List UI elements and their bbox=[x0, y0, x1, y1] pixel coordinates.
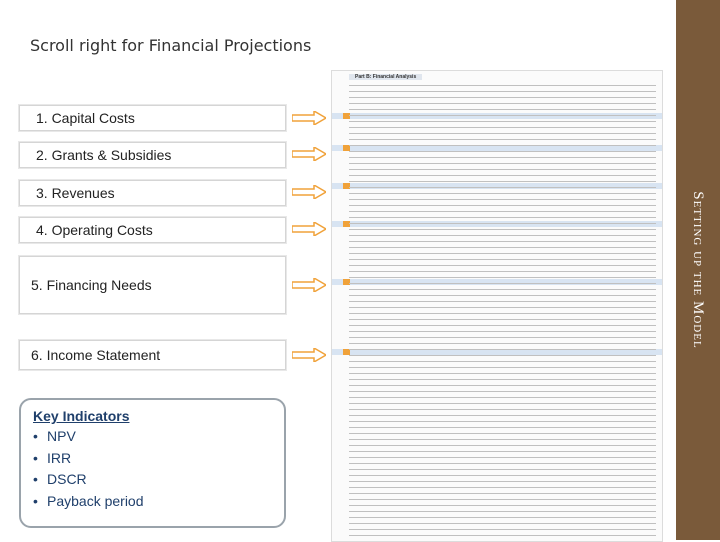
spreadsheet-row-line bbox=[349, 283, 656, 284]
spreadsheet-section-band bbox=[332, 183, 662, 189]
spreadsheet-row-line bbox=[349, 139, 656, 140]
list-item bbox=[33, 491, 272, 513]
spreadsheet-row-line bbox=[349, 277, 656, 278]
spreadsheet-row-line bbox=[349, 385, 656, 386]
spreadsheet-row-line bbox=[349, 469, 656, 470]
spreadsheet-row-line bbox=[349, 229, 656, 230]
category-label: 3. Revenues bbox=[36, 185, 115, 201]
key-indicator-payback: Payback period bbox=[47, 492, 144, 509]
spreadsheet-row-line bbox=[349, 295, 656, 296]
key-indicators-title: Key Indicators bbox=[33, 408, 130, 424]
category-label: 5. Financing Needs bbox=[31, 277, 152, 293]
spreadsheet-row-line bbox=[349, 181, 656, 182]
spreadsheet-row-line bbox=[349, 409, 656, 410]
bullet-icon: • bbox=[33, 471, 38, 487]
spreadsheet-row-line bbox=[349, 505, 656, 506]
spreadsheet-row-line bbox=[349, 97, 656, 98]
spreadsheet-row-line bbox=[349, 241, 656, 242]
spreadsheet-row-line bbox=[349, 247, 656, 248]
spreadsheet-row-line bbox=[349, 235, 656, 236]
category-revenues[interactable] bbox=[19, 180, 286, 206]
key-indicator-npv: NPV bbox=[47, 428, 76, 444]
spreadsheet-row-line bbox=[349, 301, 656, 302]
spreadsheet-section-band bbox=[332, 221, 662, 227]
section-marker-icon bbox=[343, 221, 350, 227]
section-marker-icon bbox=[343, 183, 350, 189]
category-grants-subsidies[interactable] bbox=[19, 142, 286, 168]
arrow-right-icon bbox=[292, 147, 326, 161]
spreadsheet-row-line bbox=[349, 109, 656, 110]
arrow-right-icon bbox=[292, 222, 326, 236]
category-label: 2. Grants & Subsidies bbox=[36, 147, 172, 163]
spreadsheet-row-line bbox=[349, 289, 656, 290]
list-item bbox=[33, 426, 272, 448]
spreadsheet-row-line bbox=[349, 499, 656, 500]
spreadsheet-row-line bbox=[349, 529, 656, 530]
spreadsheet-row-line bbox=[349, 331, 656, 332]
spreadsheet-row-line bbox=[349, 367, 656, 368]
spreadsheet-row-line bbox=[349, 223, 656, 224]
bullet-icon: • bbox=[33, 428, 38, 444]
spreadsheet-row-line bbox=[349, 253, 656, 254]
spreadsheet-row-line bbox=[349, 157, 656, 158]
spreadsheet-row-line bbox=[349, 361, 656, 362]
spreadsheet-row-line bbox=[349, 187, 656, 188]
category-label: 1. Capital Costs bbox=[36, 110, 135, 126]
spreadsheet-row-line bbox=[349, 481, 656, 482]
category-operating-costs[interactable] bbox=[19, 217, 286, 243]
spreadsheet-row-line bbox=[349, 355, 656, 356]
spreadsheet-row-line bbox=[349, 433, 656, 434]
spreadsheet-row-line bbox=[349, 415, 656, 416]
section-marker-icon bbox=[343, 113, 350, 119]
spreadsheet-row-line bbox=[349, 217, 656, 218]
spreadsheet-row-line bbox=[349, 163, 656, 164]
spreadsheet-row-line bbox=[349, 391, 656, 392]
spreadsheet-row-line bbox=[349, 487, 656, 488]
spreadsheet-row-line bbox=[349, 493, 656, 494]
spreadsheet-row-line bbox=[349, 169, 656, 170]
spreadsheet-row-line bbox=[349, 457, 656, 458]
spreadsheet-title: Part B: Financial Analysis bbox=[349, 74, 422, 80]
spreadsheet-row-line bbox=[349, 199, 656, 200]
page-title: Scroll right for Financial Projections bbox=[30, 36, 312, 55]
spreadsheet-section-band bbox=[332, 113, 662, 119]
spreadsheet-row-line bbox=[349, 379, 656, 380]
arrow-right-icon bbox=[292, 111, 326, 125]
spreadsheet-row-line bbox=[349, 115, 656, 116]
spreadsheet-row-line bbox=[349, 397, 656, 398]
spreadsheet-row-line bbox=[349, 175, 656, 176]
spreadsheet-row-line bbox=[349, 523, 656, 524]
spreadsheet-row-line bbox=[349, 451, 656, 452]
spreadsheet-row-line bbox=[349, 85, 656, 86]
spreadsheet-row-line bbox=[349, 427, 656, 428]
arrow-right-icon bbox=[292, 278, 326, 292]
spreadsheet-row-line bbox=[349, 373, 656, 374]
spreadsheet-row-line bbox=[349, 535, 656, 536]
arrow-right-icon bbox=[292, 348, 326, 362]
spreadsheet-row-line bbox=[349, 91, 656, 92]
spreadsheet-section-band bbox=[332, 279, 662, 285]
key-indicator-dscr: DSCR bbox=[47, 471, 87, 487]
category-label: 4. Operating Costs bbox=[36, 222, 153, 238]
section-marker-icon bbox=[343, 279, 350, 285]
spreadsheet-row-line bbox=[349, 265, 656, 266]
spreadsheet-row-line bbox=[349, 439, 656, 440]
spreadsheet-row-line bbox=[349, 103, 656, 104]
spreadsheet-row-line bbox=[349, 193, 656, 194]
spreadsheet-row-line bbox=[349, 349, 656, 350]
category-income-statement[interactable] bbox=[19, 340, 286, 370]
spreadsheet-row-line bbox=[349, 127, 656, 128]
spreadsheet-row-line bbox=[349, 337, 656, 338]
list-item bbox=[33, 469, 272, 491]
spreadsheet-row-line bbox=[349, 325, 656, 326]
spreadsheet-row-line bbox=[349, 211, 656, 212]
spreadsheet-row-line bbox=[349, 421, 656, 422]
spreadsheet-row-line bbox=[349, 343, 656, 344]
spreadsheet-preview[interactable] bbox=[331, 70, 663, 542]
sidebar-label: Setting up the Model bbox=[690, 191, 706, 349]
spreadsheet-row-line bbox=[349, 271, 656, 272]
category-financing-needs[interactable] bbox=[19, 256, 286, 314]
bullet-icon: • bbox=[33, 449, 38, 466]
category-capital-costs[interactable] bbox=[19, 105, 286, 131]
spreadsheet-row-line bbox=[349, 205, 656, 206]
spreadsheet-row-line bbox=[349, 133, 656, 134]
bullet-icon: • bbox=[33, 492, 38, 509]
spreadsheet-row-line bbox=[349, 475, 656, 476]
key-indicators-list bbox=[33, 426, 272, 512]
key-indicator-irr: IRR bbox=[47, 449, 72, 466]
spreadsheet-row-line bbox=[349, 145, 656, 146]
arrow-right-icon bbox=[292, 185, 326, 199]
spreadsheet-row-line bbox=[349, 259, 656, 260]
spreadsheet-row-line bbox=[349, 307, 656, 308]
spreadsheet-row-line bbox=[349, 463, 656, 464]
spreadsheet-row-line bbox=[349, 445, 656, 446]
spreadsheet-row-line bbox=[349, 403, 656, 404]
spreadsheet-row-line bbox=[349, 511, 656, 512]
spreadsheet-row-line bbox=[349, 121, 656, 122]
category-label: 6. Income Statement bbox=[31, 347, 161, 363]
spreadsheet-row-line bbox=[349, 319, 656, 320]
key-indicators-box bbox=[19, 398, 286, 528]
spreadsheet-row-line bbox=[349, 517, 656, 518]
spreadsheet-row-line bbox=[349, 313, 656, 314]
spreadsheet-row-line bbox=[349, 151, 656, 152]
list-item bbox=[33, 448, 272, 470]
